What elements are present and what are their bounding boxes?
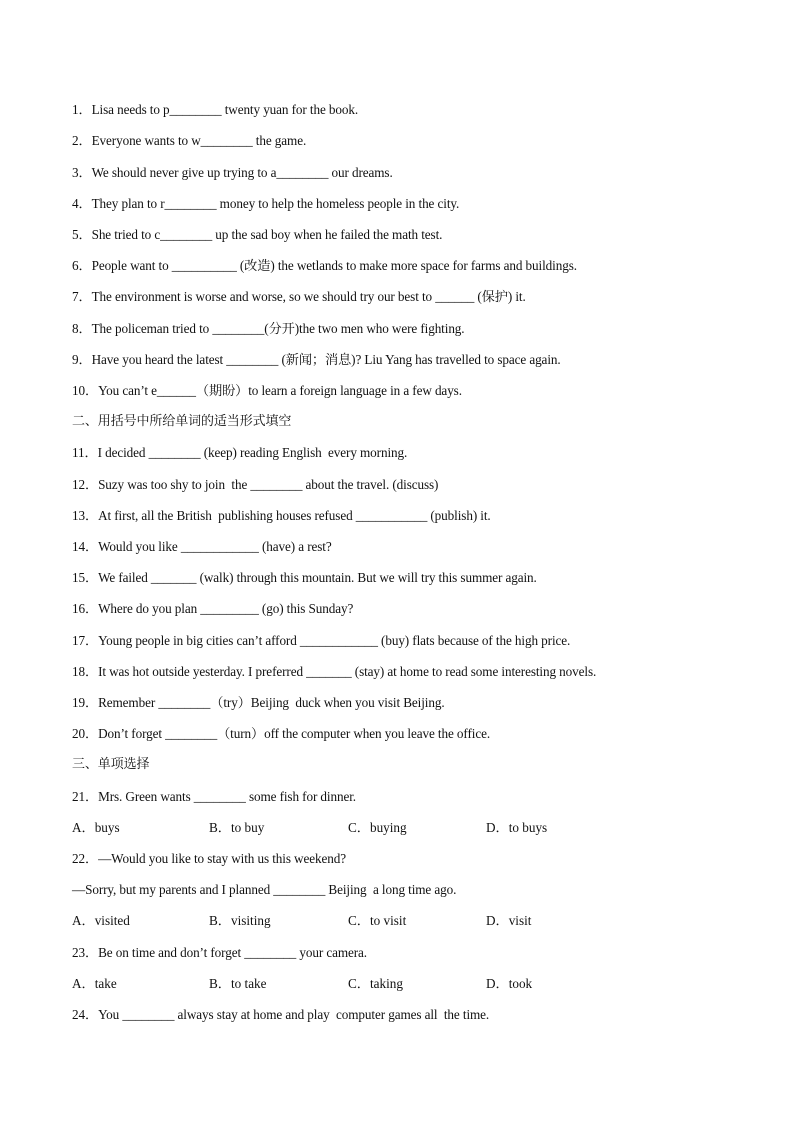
- question-3: 3．We should never give up trying to a________ our dreams.: [72, 165, 393, 180]
- question-22: 22．—Would you like to stay with us this weekend?: [72, 851, 346, 866]
- question-18: 18．It was hot outside yesterday. I preferred _______ (stay) at home to read some interesting novels.: [72, 664, 597, 679]
- question-11: 11．I decided ________ (keep) reading English every morning.: [72, 445, 408, 460]
- question-8: 8．The policeman tried to ________(分开)the two men who were fighting.: [72, 321, 465, 336]
- question-5: 5．She tried to c________ up the sad boy when he failed the math test.: [72, 227, 443, 242]
- q21-option-a: A．buys: [72, 820, 120, 835]
- q22-option-a: A．visited: [72, 913, 130, 928]
- q23-option-a: A．take: [72, 976, 117, 991]
- q23-option-b: B．to take: [209, 976, 267, 991]
- question-7: 7．The environment is worse and worse, so we should try our best to ______ (保护) it.: [72, 289, 526, 304]
- question-17: 17．Young people in big cities can’t afford ____________ (buy) flats because of the high price.: [72, 633, 571, 648]
- section-heading-2: 二、用括号中所给单词的适当形式填空: [72, 414, 292, 429]
- question-21: 21．Mrs. Green wants ________ some fish for dinner.: [72, 789, 356, 804]
- question-20: 20．Don’t forget ________（turn）off the computer when you leave the office.: [72, 726, 491, 741]
- question-13: 13．At first, all the British publishing houses refused ___________ (publish) it.: [72, 508, 491, 523]
- question-12: 12．Suzy was too shy to join the ________ about the travel. (discuss): [72, 477, 439, 492]
- q21-option-d: D．to buys: [486, 820, 548, 835]
- q22-option-d: D．visit: [486, 913, 532, 928]
- question-24: 24．You ________ always stay at home and play computer games all the time.: [72, 1007, 490, 1022]
- question-22-reply: —Sorry, but my parents and I planned ________ Beijing a long time ago.: [72, 882, 457, 897]
- q22-option-c: C．to visit: [348, 913, 407, 928]
- question-14: 14．Would you like ____________ (have) a rest?: [72, 539, 332, 554]
- q23-option-c: C．taking: [348, 976, 403, 991]
- question-4: 4．They plan to r________ money to help the homeless people in the city.: [72, 196, 460, 211]
- question-15: 15．We failed _______ (walk) through this mountain. But we will try this summer again.: [72, 570, 537, 585]
- question-16: 16．Where do you plan _________ (go) this Sunday?: [72, 601, 354, 616]
- q21-option-b: B．to buy: [209, 820, 265, 835]
- q22-option-b: B．visiting: [209, 913, 271, 928]
- question-1: 1．Lisa needs to p________ twenty yuan for the book.: [72, 102, 359, 117]
- question-10: 10．You can’t e______（期盼）to learn a foreign language in a few days.: [72, 383, 462, 398]
- question-23: 23．Be on time and don’t forget ________ your camera.: [72, 945, 367, 960]
- section-heading-3: 三、单项选择: [72, 757, 150, 772]
- question-9: 9．Have you heard the latest ________ (新闻；消息)? Liu Yang has travelled to space again.: [72, 352, 561, 367]
- question-6: 6．People want to __________ (改造) the wetlands to make more space for farms and buildings.: [72, 258, 577, 273]
- q23-option-d: D．took: [486, 976, 533, 991]
- question-19: 19．Remember ________（try）Beijing duck when you visit Beijing.: [72, 695, 445, 710]
- q21-option-c: C．buying: [348, 820, 407, 835]
- question-2: 2．Everyone wants to w________ the game.: [72, 133, 307, 148]
